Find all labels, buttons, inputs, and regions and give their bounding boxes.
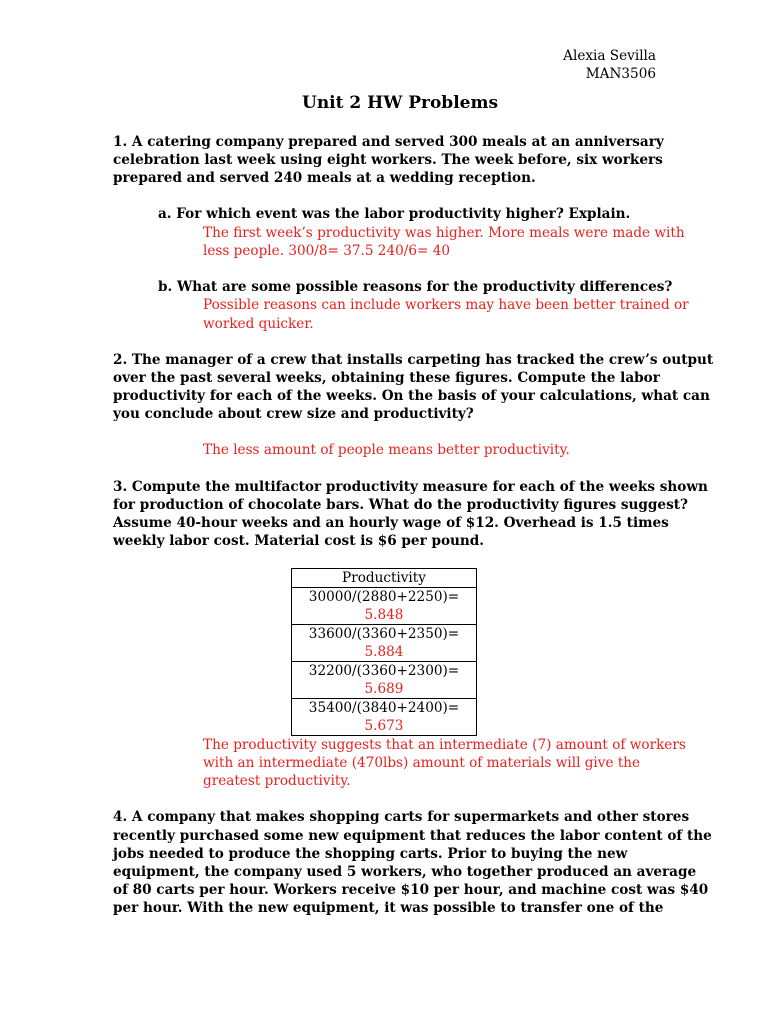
q1-line-2: celebration last week using eight workers. The week before, six workers <box>113 152 663 168</box>
q3-answer-line-3: greatest productivity. <box>203 773 351 789</box>
q2-line-2: over the past several weeks, obtaining these figures. Compute the labor <box>113 370 660 386</box>
q1b-answer-line-2: worked quicker. <box>203 316 314 332</box>
row-formula: 30000/(2880+2250)= <box>308 589 460 605</box>
table-header-row <box>292 569 477 588</box>
q1a-answer-line-1: The first week’s productivity was higher. More meals were made with <box>203 225 685 241</box>
table-row <box>292 662 477 699</box>
table-header-cell: Productivity <box>292 569 477 588</box>
q2-line-4: you conclude about crew size and productivity? <box>113 406 474 422</box>
author-name: Alexia Sevilla <box>563 48 656 64</box>
productivity-table <box>291 568 477 736</box>
table-row <box>292 625 477 662</box>
table-cell <box>292 588 477 625</box>
q4-line-4: equipment, the company used 5 workers, who together produced an average <box>113 864 697 880</box>
table-row <box>292 699 477 736</box>
q4-line-1: 4. A company that makes shopping carts for supermarkets and other stores <box>113 809 690 825</box>
q1a-question: a. For which event was the labor productivity higher? Explain. <box>158 206 631 222</box>
table-cell <box>292 662 477 699</box>
row-formula: 35400/(3840+2400)= <box>308 700 460 716</box>
q4-line-5: of 80 carts per hour. Workers receive $10 per hour, and machine cost was $40 <box>113 882 709 898</box>
q1b-answer-line-1: Possible reasons can include workers may have been better trained or <box>203 297 689 313</box>
q1b-question: b. What are some possible reasons for the productivity differences? <box>158 279 673 295</box>
row-result: 5.689 <box>364 681 404 697</box>
q4-line-6: per hour. With the new equipment, it was possible to transfer one of the <box>113 900 664 916</box>
q2-answer: The less amount of people means better productivity. <box>203 442 570 458</box>
q4-line-2: recently purchased some new equipment that reduces the labor content of the <box>113 828 712 844</box>
q3-answer-line-2: with an intermediate (470lbs) amount of materials will give the <box>203 755 641 771</box>
q4-line-3: jobs needed to produce the shopping carts. Prior to buying the new <box>113 846 628 862</box>
row-formula: 33600/(3360+2350)= <box>308 626 460 642</box>
course-code: MAN3506 <box>585 66 656 82</box>
table-cell <box>292 625 477 662</box>
document-title: Unit 2 HW Problems <box>302 93 499 113</box>
table-cell <box>292 699 477 736</box>
row-result: 5.884 <box>364 644 404 660</box>
q3-line-2: for production of chocolate bars. What do the productivity figures suggest? <box>113 497 688 513</box>
q1-line-1: 1. A catering company prepared and served 300 meals at an anniversary <box>113 134 664 150</box>
row-formula: 32200/(3360+2300)= <box>308 663 460 679</box>
q3-line-4: weekly labor cost. Material cost is $6 per pound. <box>113 533 485 549</box>
q3-line-3: Assume 40-hour weeks and an hourly wage of $12. Overhead is 1.5 times <box>113 515 669 531</box>
q2-line-1: 2. The manager of a crew that installs carpeting has tracked the crew’s output <box>113 352 714 368</box>
row-result: 5.848 <box>364 607 404 623</box>
q1-line-3: prepared and served 240 meals at a wedding reception. <box>113 170 536 186</box>
row-result: 5.673 <box>364 718 404 734</box>
q3-line-1: 3. Compute the multifactor productivity measure for each of the weeks shown <box>113 479 708 495</box>
table-row <box>292 588 477 625</box>
q2-line-3: productivity for each of the weeks. On the basis of your calculations, what can <box>113 388 710 404</box>
q1a-answer-line-2: less people. 300/8= 37.5 240/6= 40 <box>203 243 450 259</box>
q3-answer-line-1: The productivity suggests that an intermediate (7) amount of workers <box>203 737 686 753</box>
